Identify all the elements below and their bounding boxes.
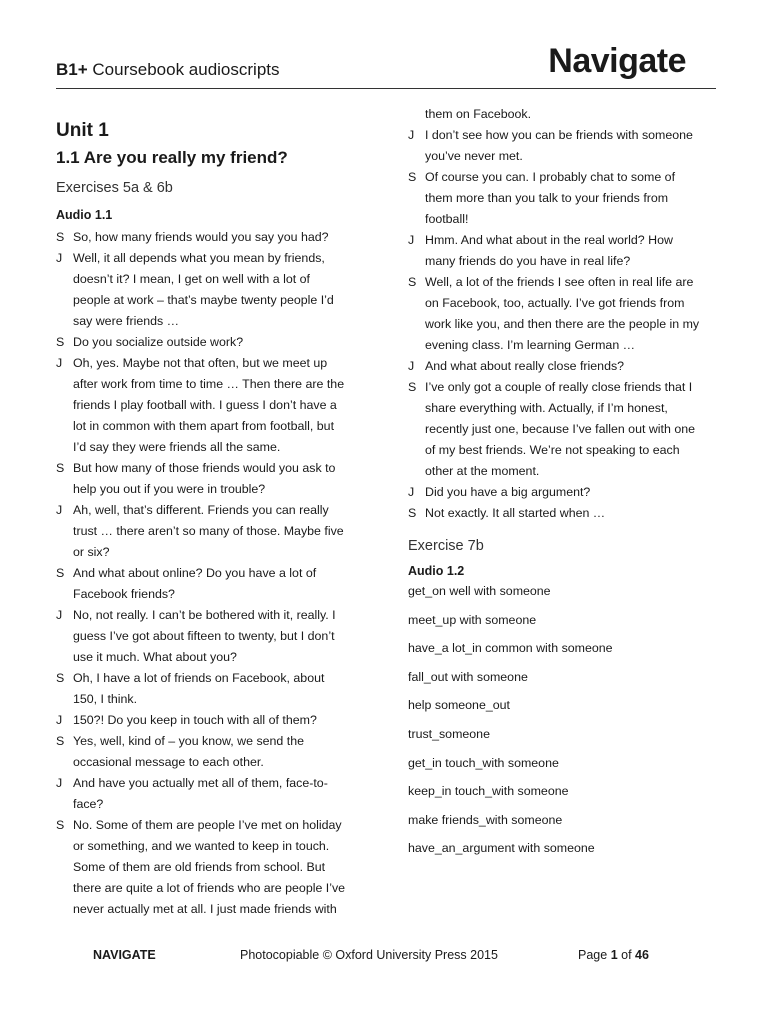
dialogue-line [56, 605, 361, 668]
dialogue-continuation: them on Facebook. [425, 107, 532, 121]
speaker-label: J [56, 356, 63, 370]
dialogue-line [56, 500, 361, 563]
dialogue-text-line: other at the moment. [425, 464, 540, 478]
section-title: 1.1 Are you really my friend? [56, 148, 288, 167]
dialogue-text-line: 150, I think. [73, 692, 138, 706]
dialogue-line [56, 668, 361, 710]
dialogue-text-line: recently just one, because I’ve fallen out with one [425, 422, 696, 436]
dialogue-text [73, 353, 361, 458]
dialogue-text-line: friends I play football with. I guess I don’t have a [73, 398, 337, 412]
speaker-label: S [56, 335, 65, 349]
dialogue-text [73, 773, 361, 815]
dialogue-text-line: never actually met at all. I just made friends with [73, 902, 337, 916]
dialogue-text-line: on Facebook, too, actually. I’ve got friends from [425, 296, 685, 310]
phrase-item: trust_someone [408, 726, 490, 741]
dialogue-text-line: I’d say they were friends all the same. [73, 440, 281, 454]
dialogue-text [73, 605, 361, 668]
dialogue-line [408, 167, 718, 230]
speaker-label: J [408, 359, 415, 373]
dialogue-text-line: of my best friends. We’re not speaking to each [425, 443, 680, 457]
dialogue-line [56, 248, 361, 332]
dialogue-text-line: And what about online? Do you have a lot of [73, 566, 317, 580]
dialogue-text-line: or six? [73, 545, 110, 559]
dialogue-text-line: Yes, well, kind of – you know, we send the [73, 734, 304, 748]
phrase-item: fall_out with someone [408, 669, 528, 684]
navigate-logo: Navigate [548, 42, 686, 80]
dialogue-text-line: And have you actually met all of them, face-to- [73, 776, 328, 790]
dialogue-text-line: But how many of those friends would you ask to [73, 461, 336, 475]
speaker-label: J [408, 485, 415, 499]
dialogue-text-line: Hmm. And what about in the real world? How [425, 233, 673, 247]
dialogue-line [408, 377, 718, 482]
dialogue-text-line: No, not really. I can’t be bothered with it, really. I [73, 608, 336, 622]
dialogue-text-line: I don’t see how you can be friends with someone [425, 128, 693, 142]
right-column [408, 104, 718, 869]
dialogue-text-line: I’ve only got a couple of really close friends that I [425, 380, 693, 394]
speaker-label: J [408, 128, 415, 142]
dialogue-text [73, 248, 361, 332]
dialogue-line [56, 227, 361, 248]
dialogue-line [56, 353, 361, 458]
dialogue-text-line: face? [73, 797, 104, 811]
dialogue-text-line: Oh, yes. Maybe not that often, but we meet up [73, 356, 328, 370]
phrase-item: get_in touch_with someone [408, 755, 559, 770]
dialogue-text-line: many friends do you have in real life? [425, 254, 631, 268]
dialogue-text [425, 356, 718, 377]
exercise-heading: Exercises 5a & 6b [56, 180, 173, 196]
speaker-label: J [56, 251, 63, 265]
dialogue-text-line: So, how many friends would you say you had? [73, 230, 329, 244]
dialogue-text-line: lot in common with them apart from football, but [73, 419, 335, 433]
speaker-label: S [408, 275, 417, 289]
dialogue-line [56, 773, 361, 815]
dialogue-text-line: help you out if you were in trouble? [73, 482, 266, 496]
dialogue-text-line: guess I’ve got about fifteen to twenty, but I don’t [73, 629, 335, 643]
speaker-label: J [56, 503, 63, 517]
dialogue-text [73, 815, 361, 920]
dialogue-text-line: you’ve never met. [425, 149, 523, 163]
speaker-label: S [56, 461, 65, 475]
phrase-item: get_on well with someone [408, 584, 551, 598]
dialogue-text [425, 272, 718, 356]
audio-heading: Audio 1.2 [408, 564, 465, 578]
dialogue-text-line: Some of them are old friends from school. But [73, 860, 326, 874]
dialogue-text-line: work like you, and then there are the people in my [425, 317, 700, 331]
left-column [56, 120, 361, 920]
dialogue-text-line: No. Some of them are people I’ve met on holiday [73, 818, 342, 832]
dialogue-text-line: Ah, well, that’s different. Friends you can really [73, 503, 329, 517]
dialogue-text-line: Did you have a big argument? [425, 485, 591, 499]
dialogue-line [408, 125, 718, 167]
footer-page-number [578, 948, 649, 962]
page-word: Page [578, 948, 608, 962]
dialogue-text [425, 230, 718, 272]
speaker-label: J [56, 776, 63, 790]
dialogue-text [73, 227, 361, 248]
dialogue-line [56, 563, 361, 605]
document-subtitle: Coursebook audioscripts [92, 60, 280, 79]
audio-heading: Audio 1.1 [56, 208, 113, 222]
dialogue-text-line: evening class. I’m learning German … [425, 338, 636, 352]
dialogue-text [73, 668, 361, 710]
phrase-list [408, 583, 718, 856]
dialogue-line [56, 815, 361, 920]
dialogue-text-line: And what about really close friends? [425, 359, 625, 373]
footer-brand: NAVIGATE [93, 948, 156, 962]
unit-title: Unit 1 [56, 120, 109, 141]
dialogue-line [56, 710, 361, 731]
dialogue-line [408, 230, 718, 272]
dialogue-line [56, 332, 361, 353]
page-header [56, 42, 716, 89]
speaker-label: S [56, 671, 65, 685]
dialogue-text-line: trust … there aren’t so many of those. Maybe five [73, 524, 344, 538]
speaker-label: S [56, 734, 65, 748]
phrase-item: keep_in touch_with someone [408, 784, 569, 799]
dialogue-text-line: people at work – that’s maybe twenty people I’d [73, 293, 334, 307]
dialogue-text [425, 125, 718, 167]
dialogue-lines [56, 227, 361, 920]
dialogue-text [73, 731, 361, 773]
speaker-label: J [56, 608, 63, 622]
dialogue-text [425, 167, 718, 230]
speaker-label: S [56, 818, 65, 832]
level-label: B1+ [56, 60, 88, 79]
page-current: 1 [610, 948, 618, 962]
dialogue-line [408, 503, 718, 524]
dialogue-text-line: Not exactly. It all started when … [425, 506, 606, 520]
dialogue-text [73, 563, 361, 605]
dialogue-text-line: football! [425, 212, 469, 226]
phrase-item: have_a lot_in common with someone [408, 641, 613, 656]
dialogue-text [425, 377, 718, 482]
dialogue-text-line: use it much. What about you? [73, 650, 237, 664]
dialogue-text-line: them more than you talk to your friends from [425, 191, 669, 205]
dialogue-text-line: 150?! Do you keep in touch with all of them? [73, 713, 317, 727]
dialogue-text [73, 710, 361, 731]
dialogue-line [408, 482, 718, 503]
page-total: 46 [635, 948, 649, 962]
dialogue-line [408, 356, 718, 377]
speaker-label: J [56, 713, 63, 727]
dialogue-text-line: or something, and we wanted to keep in touch. [73, 839, 330, 853]
dialogue-text [73, 332, 361, 353]
dialogue-text-line: occasional message to each other. [73, 755, 264, 769]
speaker-label: S [408, 170, 417, 184]
dialogue-text-line: Well, a lot of the friends I see often in real life are [425, 275, 694, 289]
dialogue-text-line: after work from time to time … Then there are the [73, 377, 345, 391]
speaker-label: S [56, 230, 65, 244]
dialogue-text-line: Well, it all depends what you mean by friends, [73, 251, 325, 265]
speaker-label: S [408, 380, 417, 394]
dialogue-text-line: say were friends … [73, 314, 180, 328]
of-word: of [621, 948, 632, 962]
dialogue-text-line: doesn’t it? I mean, I get on well with a lot of [73, 272, 310, 286]
speaker-label: S [56, 566, 65, 580]
phrase-item: make friends_with someone [408, 812, 563, 827]
exercise-heading: Exercise 7b [408, 538, 484, 554]
course-level-title [56, 60, 280, 80]
dialogue-line [56, 458, 361, 500]
dialogue-text [425, 482, 718, 503]
phrase-item: meet_up with someone [408, 612, 537, 627]
footer-copyright: Photocopiable © Oxford University Press 2015 [240, 948, 498, 962]
dialogue-line [56, 731, 361, 773]
dialogue-text-line: Facebook friends? [73, 587, 175, 601]
speaker-label: S [408, 506, 417, 520]
dialogue-text-line: Of course you can. I probably chat to some of [425, 170, 676, 184]
dialogue-text [73, 458, 361, 500]
speaker-label: J [408, 233, 415, 247]
dialogue-text [73, 500, 361, 563]
dialogue-text-line: Oh, I have a lot of friends on Facebook, about [73, 671, 325, 685]
dialogue-lines [408, 125, 718, 524]
phrase-item: help someone_out [408, 698, 510, 713]
dialogue-line [408, 272, 718, 356]
dialogue-text-line: share everything with. Actually, if I’m honest, [425, 401, 668, 415]
dialogue-text-line: there are quite a lot of friends who are people I’ve [73, 881, 346, 895]
dialogue-text-line: Do you socialize outside work? [73, 335, 244, 349]
phrase-item: have_an_argument with someone [408, 841, 595, 856]
dialogue-text [425, 503, 718, 524]
